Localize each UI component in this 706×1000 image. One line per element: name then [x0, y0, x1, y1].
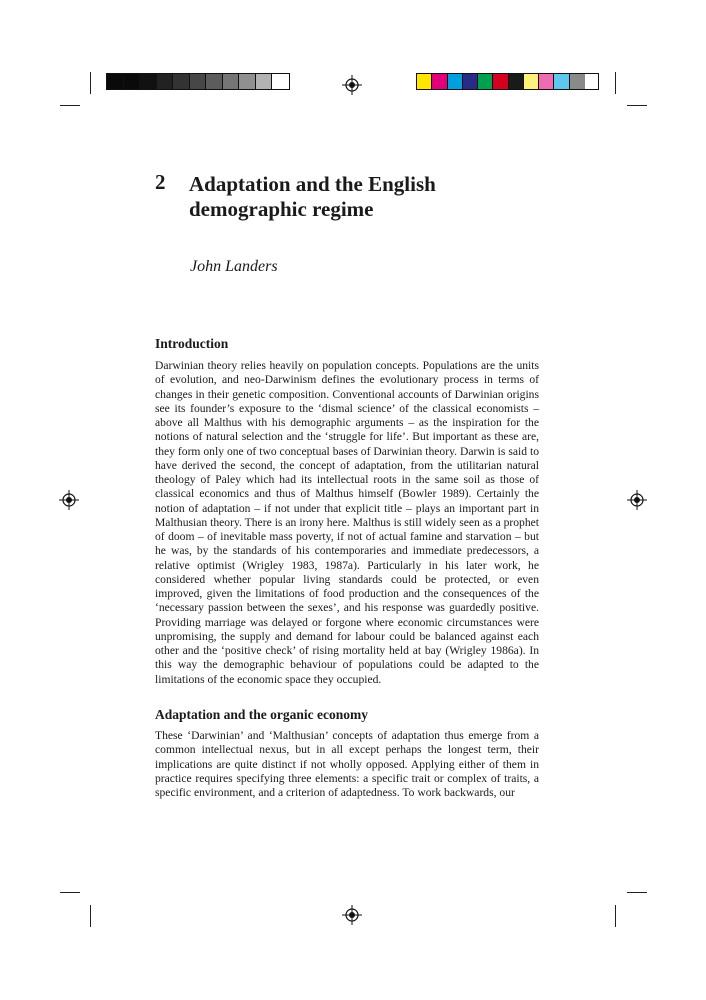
crop-mark: [60, 105, 80, 106]
crop-mark: [627, 892, 647, 893]
color-swatch: [157, 74, 174, 89]
registration-mark-icon: [59, 490, 79, 510]
crop-mark: [90, 905, 91, 927]
color-swatch: [206, 74, 223, 89]
color-swatch: [107, 74, 124, 89]
color-swatch: [190, 74, 207, 89]
color-swatch: [124, 74, 141, 89]
color-swatch: [432, 74, 447, 89]
color-swatch: [173, 74, 190, 89]
body-paragraph: These ‘Darwinian’ and ‘Malthusian’ concepts of adaptation thus emerge from a common intellectual nexus, but in all except perhaps the longest term, their implications are quite distinct if not wholly opposed. Applying either of them in practice requires specifying three elements: a specific trait or complex of traits, a specific environment, and a criterion of adaptedness. To work backwards, our: [155, 729, 539, 799]
color-swatch: [539, 74, 554, 89]
crop-mark: [60, 892, 80, 893]
color-swatch: [256, 74, 273, 89]
color-swatch: [509, 74, 524, 89]
section-heading-introduction: Introduction: [155, 336, 229, 351]
color-calibration-bar: [416, 73, 599, 90]
color-swatch: [524, 74, 539, 89]
registration-mark-icon: [342, 905, 362, 925]
color-swatch: [493, 74, 508, 89]
color-swatch: [417, 74, 432, 89]
crop-mark: [615, 72, 616, 94]
chapter-title: Adaptation and the English demographic regime: [189, 172, 436, 221]
registration-mark-icon: [342, 75, 362, 95]
crop-mark: [627, 105, 647, 106]
color-swatch: [239, 74, 256, 89]
section-heading-organic-economy: Adaptation and the organic economy: [155, 707, 369, 722]
color-swatch: [463, 74, 478, 89]
chapter-number: 2: [155, 170, 166, 194]
color-swatch: [570, 74, 585, 89]
color-swatch: [478, 74, 493, 89]
color-swatch: [140, 74, 157, 89]
color-swatch: [223, 74, 240, 89]
registration-mark-icon: [627, 490, 647, 510]
grayscale-calibration-bar: [106, 73, 290, 90]
body-paragraph: Darwinian theory relies heavily on population concepts. Populations are the units of evolution, and neo-Darwinism defines the evolutionary process in terms of changes in their genetic composition. Conventional accounts of Darwinian origins see its founder’s exposure to the ‘dismal science’ of the classical economists – above all Malthus with his demographic arguments – as the inspiration for the notions of natural selection and the ‘struggle for life’. But important as these are, they form only one of two conceptual bases of Darwinian theory. Darwin is said to have derived the second, the concept of adaptation, from the utilitarian natural theology of Paley which had its intellectual roots in the same soil as those of classical economics and thus of Malthus himself (Bowler 1989). Certainly the notion of adaptation – if not under that explicit title – plays an important part in Malthusian theory. There is an irony here. Malthus is still widely seen as a prophet of doom – of inevitable mass poverty, if not of actual famine and starvation – but he was, by the standards of his contemporaries and immediate predecessors, a relative optimist (Wrigley 1983, 1987a). Particularly in his later work, he considered whether popular living standards could be protected, or even improved, given the limitations of food production and the consequences of the ‘necessary passion between the sexes’, and his response was guardedly positive. Providing marriage was delayed or forgone where economic circumstances were unpromising, the supply and demand for labour could be balanced against each other and the ‘positive check’ of rising mortality held at bay (Wrigley 1986a). In this way the demographic behaviour of populations could be adapted to the limitations of the economic space they occupied.: [155, 359, 539, 686]
color-swatch: [554, 74, 569, 89]
chapter-author: John Landers: [190, 258, 278, 275]
color-swatch: [272, 74, 289, 89]
color-swatch: [448, 74, 463, 89]
crop-mark: [615, 905, 616, 927]
crop-mark: [90, 72, 91, 94]
